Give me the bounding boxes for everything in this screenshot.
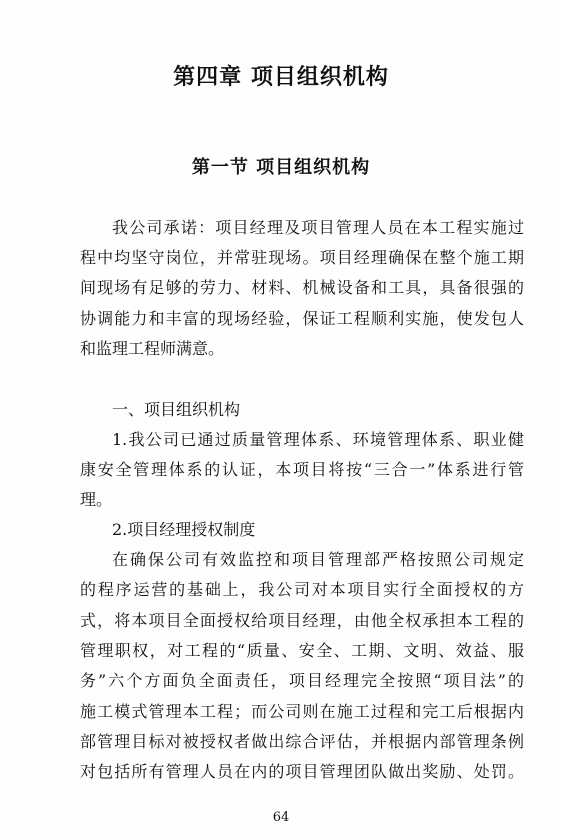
paragraph-line: 间现场有足够的劳力、材料、机械设备和工具，具备很强的 [80,278,524,297]
paragraph-line: 和监理工程师满意。 [80,339,225,358]
paragraph-line: 式，将本项目全面授权给项目经理，由他全权承担本工程的 [80,611,524,630]
page-number: 64 [272,810,290,825]
paragraph-line: 程中均坚守岗位，并常驻现场。项目经理确保在整个施工期 [80,248,524,267]
paragraph-line: 协调能力和丰富的现场经验，保证工程顺利实施，使发包人 [80,309,524,328]
paragraph-line: 康安全管理体系的认证，本项目将按“三合一”体系进行管 [80,460,524,479]
subsection-heading: 一、项目组织机构 [112,400,241,419]
paragraph-line: 在确保公司有效监控和项目管理部严格按照公司规定 [112,550,524,569]
paragraph-line: 部管理目标对被授权者做出综合评估，并根据内部管理条例 [80,732,524,751]
paragraph-line: 施工模式管理本工程；而公司则在施工过程和完工后根据内 [80,702,524,721]
item-2-heading: 2.项目经理授权制度 [112,520,256,539]
paragraph-line: 我公司承诺：项目经理及项目管理人员在本工程实施过 [112,218,524,237]
chapter-title: 第四章 项目组织机构 [173,65,389,90]
section-title: 第一节 项目组织机构 [191,157,371,178]
paragraph-line: 1.我公司已通过质量管理体系、环境管理体系、职业健 [112,430,524,449]
paragraph-line: 理。 [80,490,113,509]
paragraph-line: 的程序运营的基础上，我公司对本项目实行全面授权的方 [80,580,524,599]
paragraph-line: 管理职权，对工程的“质量、安全、工期、文明、效益、服 [80,641,524,660]
paragraph-line: 务”六个方面负全面责任，项目经理完全按照“项目法”的 [80,671,524,690]
paragraph-line: 对包括所有管理人员在内的项目管理团队做出奖励、处罚。 [80,762,524,781]
